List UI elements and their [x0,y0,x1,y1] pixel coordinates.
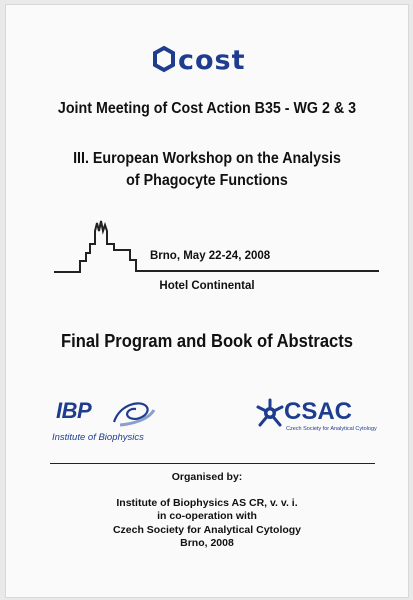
organiser-block [6,471,408,551]
organiser-line: in co-operation with [157,510,257,522]
organiser-line: Czech Society for Analytical Cytology [112,523,302,536]
ibp-logo [50,398,160,452]
divider [50,463,375,464]
csac-cell-icon [254,397,286,429]
venue: Hotel Continental [159,280,255,292]
csac-name: Czech Society for Analytical Cytology [286,426,377,432]
ibp-swirl-icon [110,398,158,428]
ibp-name: Institute of Biophysics [52,432,144,443]
workshop-title [22,148,392,192]
ibp-abbr: IBP [56,398,92,423]
organiser-line: Brno, 2008 [180,537,234,549]
cost-logo [152,45,276,77]
cost-logo-icon [155,48,173,70]
book-title: Final Program and Book of Abstracts [60,331,353,351]
csac-logo [254,397,378,447]
csac-abbr: CSAC [284,398,353,425]
meeting-title: Joint Meeting of Cost Action B35 - WG 2 & 3 [57,100,357,117]
spacer [6,485,408,497]
organiser-line: Institute of Biophysics AS CR, v. v. i. [116,496,298,509]
event-location-date: Brno, May 22-24, 2008 [150,250,271,262]
organised-heading: Organised by: [171,471,243,483]
workshop-title-line1: III. European Workshop on the Analysis [73,150,341,167]
cover-page [6,5,408,597]
cost-wordmark: cost [178,45,246,76]
workshop-title-line2: of Phagocyte Functions [126,172,288,189]
